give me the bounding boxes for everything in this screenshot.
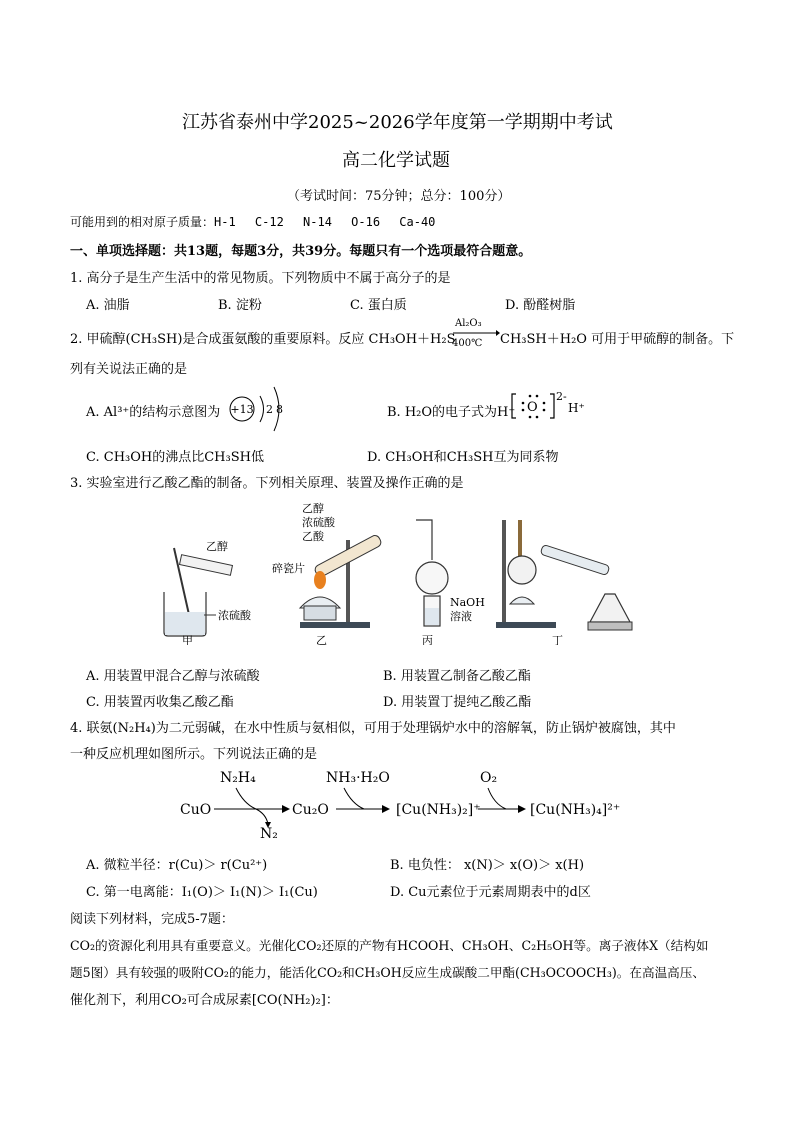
scheme-o2: O₂ [480, 770, 498, 786]
al-shell1-label: 2 [266, 403, 273, 416]
jia-label-ethanol: 乙醇 [206, 540, 228, 553]
yi-label-h2so4: 浓硫酸 [302, 516, 335, 529]
water-second-h: H⁺ [568, 401, 585, 415]
bing-label-naoh: NaOH [450, 596, 485, 609]
scheme-complex2: [Cu(NH₃)₄]²⁺ [530, 802, 621, 818]
q3-option-b: B. 用装置乙制备乙酸乙酯 [383, 669, 531, 684]
bing-label-solution: 溶液 [450, 610, 472, 623]
jia-label-h2so4: 浓硫酸 [218, 609, 251, 622]
q4-option-a: A. 微粒半径：r(Cu)＞ r(Cu²⁺) [86, 858, 268, 873]
atomic-masses: 可能用到的相对原子质量：H-1 C-12 N-14 O-16 Ca-40 [70, 215, 436, 229]
apparatus-yi [272, 501, 383, 645]
apparatus-jia [164, 539, 252, 645]
water-electron-formula [510, 388, 600, 424]
q1-option-b: B. 淀粉 [218, 298, 262, 313]
condenser [540, 544, 610, 575]
q1-option-c: C. 蛋白质 [350, 298, 407, 313]
q1-option-a: A. 油脂 [86, 298, 130, 313]
water-oxygen-atom: O [527, 400, 538, 415]
q4-option-c: C. 第一电离能：I₁(O)＞ I₁(N)＞ I₁(Cu) [86, 885, 318, 900]
al-ion-structure-diagram [226, 384, 286, 438]
q2-stem-part2: CH₃SH＋H₂O 可用于甲硫醇的制备。下 [500, 332, 735, 347]
stand-base [300, 622, 370, 628]
test-tube [180, 555, 233, 576]
q2-option-a: A. Al³⁺的结构示意图为 [86, 405, 221, 420]
reading-line1: CO₂的资源化利用具有重要意义。光催化CO₂还原的产物有HCOOH、CH₃OH、C₂H₅OH等。离子液体X（结构如 [70, 938, 709, 953]
q2-reaction-arrow [452, 328, 500, 338]
reading-line3: 催化剂下，利用CO₂可合成尿素[CO(NH₂)₂]： [70, 993, 339, 1008]
al-shell2-label: 8 [276, 403, 283, 416]
yi-label-acetic: 乙酸 [302, 530, 324, 543]
q2-option-c: C. CH₃OH的沸点比CH₃SH低 [86, 450, 264, 465]
scheme-n2: N₂ [260, 826, 278, 840]
yi-label-ethanol: 乙醇 [302, 502, 324, 515]
q4-option-b: B. 电负性： x(N)＞ x(O)＞ x(H) [390, 858, 585, 873]
exam-subtitle: 高二化学试题 [342, 150, 450, 171]
exam-title: 江苏省泰州中学2025~2026学年度第一学期期中考试 [182, 112, 613, 133]
section-heading: 一、单项选择题：共13题，每题3分，共39分。每题只有一个选项最符合题意。 [70, 244, 532, 259]
q4-stem-line2: 一种反应机理如图所示。下列说法正确的是 [70, 747, 318, 762]
water-charge: 2- [556, 390, 567, 403]
yi-name: 乙 [316, 634, 327, 645]
q3-stem: 3. 实验室进行乙酸乙酯的制备。下列相关原理、装置及操作正确的是 [70, 476, 464, 491]
q2-stem-part1: 2. 甲硫醇(CH₃SH)是合成蛋氨酸的重要原料。反应 CH₃OH＋H₂S [70, 332, 456, 347]
exam-info: （考试时间：75分钟；总分：100分） [287, 189, 511, 204]
q3-option-d: D. 用装置丁提纯乙酸乙酯 [383, 695, 532, 710]
bing-name: 丙 [422, 634, 433, 645]
q1-stem: 1. 高分子是生产生活中的常见物质。下列物质中不属于高分子的是 [70, 271, 451, 286]
apparatus-bing [416, 520, 485, 645]
q3-option-a: A. 用装置甲混合乙醇与浓硫酸 [86, 669, 260, 684]
q3-option-c: C. 用装置丙收集乙酸乙酯 [86, 695, 234, 710]
scheme-cu2o: Cu₂O [292, 802, 329, 818]
scheme-complex1: [Cu(NH₃)₂]⁺ [396, 802, 481, 818]
jia-name: 甲 [182, 634, 193, 645]
q2-option-b: B. H₂O的电子式为H⁺ [387, 405, 516, 420]
ding-name: 丁 [552, 634, 563, 645]
q2-catalyst: Al₂O₃ [455, 318, 482, 329]
scheme-n2h4: N₂H₄ [220, 770, 256, 786]
delivery-tube [416, 520, 432, 560]
flame-top [314, 571, 326, 589]
q4-reaction-scheme [176, 766, 626, 840]
round-bulb [416, 562, 448, 594]
receiving-flask [590, 594, 630, 622]
apparatus-ding [496, 520, 632, 645]
scheme-cuo: CuO [180, 802, 212, 818]
al-nucleus-label: +13 [230, 403, 254, 416]
thermometer [518, 520, 522, 556]
reading-line2: 题5图）具有较强的吸附CO₂的能力，能活化CO₂和CH₃OH反应生成碳酸二甲酯(CH₃OCOOCH₃)。在高温高压、 [70, 965, 705, 980]
distilling-flask [508, 556, 536, 584]
yi-label-chips: 碎瓷片 [272, 562, 305, 575]
q2-temperature: 400℃ [452, 338, 483, 349]
q2-stem-line2: 列有关说法正确的是 [70, 362, 188, 377]
q1-option-d: D. 酚醛树脂 [505, 298, 576, 313]
q4-stem-line1: 4. 联氨(N₂H₄)为二元弱碱，在水中性质与氨相似，可用于处理锅炉水中的溶解氧，防止锅炉被腐蚀，其中 [70, 721, 676, 736]
beaker-liquid [165, 612, 205, 635]
scheme-nh3h2o: NH₃·H₂O [326, 770, 390, 786]
reading-intro: 阅读下列材料，完成5-7题： [70, 912, 234, 927]
q3-apparatus-figure [160, 500, 640, 645]
q2-option-d: D. CH₃OH和CH₃SH互为同系物 [367, 450, 559, 465]
q4-option-d: D. Cu元素位于元素周期表中的d区 [390, 885, 591, 900]
